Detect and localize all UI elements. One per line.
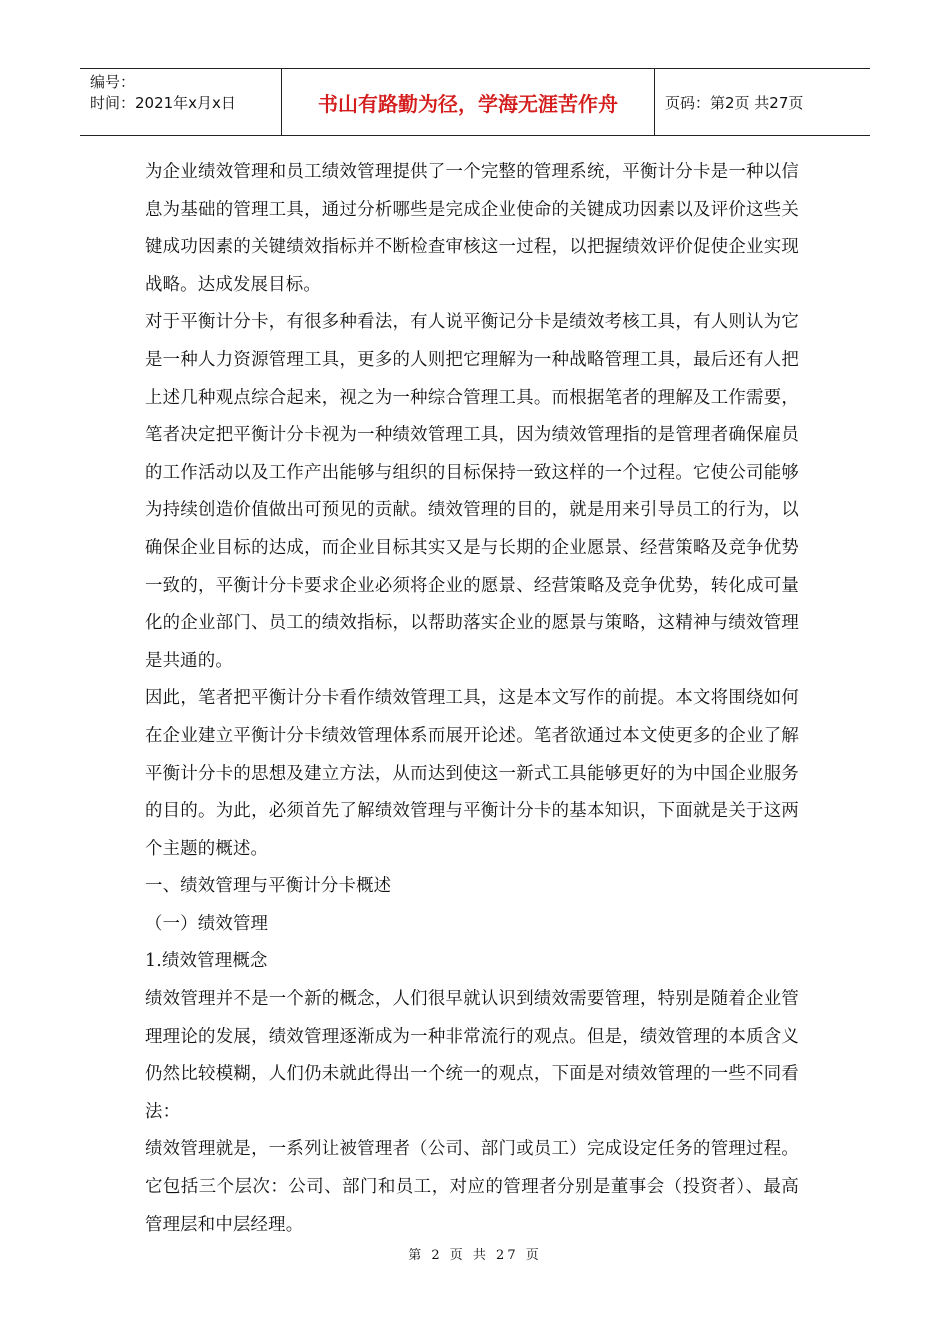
page-header [80, 68, 870, 136]
header-motto: 书山有路勤为径，学海无涯苦作舟 [282, 69, 655, 135]
paragraph-concept: 绩效管理并不是一个新的概念，人们很早就认识到绩效需要管理，特别是随着企业管理理论的发展，绩效管理逐渐成为一种非常流行的观点。但是，绩效管理的本质含义仍然比较模糊，人们仍未就此得出一个统一的观点，下面是对绩效管理的一些不同看法： [145, 989, 799, 1122]
document-date-label: 时间：2021年x月x日 [90, 94, 236, 112]
page-footer: 第 2 页 共 27 页 [408, 1248, 542, 1263]
document-number-label: 编号： [90, 73, 136, 91]
paragraph-premise: 因此，笔者把平衡计分卡看作绩效管理工具，这是本文写作的前提。本文将围绕如何在企业建立平衡计分卡绩效管理体系而展开论述。笔者欲通过本文使更多的企业了解平衡计分卡的思想及建立方法，从而达到使这一新式工具能够更好的为中国企业服务的目的。为此，必须首先了解绩效管理与平衡计分卡的基本知识，下面就是关于这两个主题的概述。 [145, 688, 799, 859]
paragraph-views-on-bsc: 对于平衡计分卡，有很多种看法，有人说平衡记分卡是绩效考核工具，有人则认为它是一种人力资源管理工具，更多的人则把它理解为一种战略管理工具，最后还有人把上述几种观点综合起来，视之为一种综合管理工具。而根据笔者的理解及工作需要，笔者决定把平衡计分卡视为一种绩效管理工具，因为绩效管理指的是管理者确保雇员的工作活动以及工作产出能够与组织的目标保持一致这样的一个过程。它使公司能够为持续创造价值做出可预见的贡献。绩效管理的目的，就是用来引导员工的行为，以确保企业目标的达成，而企业目标其实又是与长期的企业愿景、经营策略及竞争优势一致的，平衡计分卡要求企业必须将企业的愿景、经营策略及竞争优势，转化成可量化的企业部门、员工的绩效指标，以帮助落实企业的愿景与策略，这精神与绩效管理是共通的。 [145, 312, 799, 671]
document-body [145, 154, 799, 1244]
paragraph-definition: 绩效管理就是，一系列让被管理者（公司、部门或员工）完成设定任务的管理过程。它包括三个层次：公司、部门和员工，对应的管理者分别是董事会（投资者）、最高管理层和中层经理。 [145, 1139, 799, 1235]
paragraph-intro-continued: 为企业绩效管理和员工绩效管理提供了一个完整的管理系统，平衡计分卡是一种以信息为基础的管理工具，通过分析哪些是完成企业使命的关键成功因素以及评价这些关键成功因素的关键绩效指标并不断检查审核这一过程，以把握绩效评价促使企业实现战略。达成发展目标。 [145, 162, 799, 295]
header-page-indicator: 页码：第2页 共27页 [665, 93, 804, 112]
header-meta [80, 69, 282, 135]
subsubsection-heading: 1.绩效管理概念 [145, 951, 268, 972]
section-heading: 一、绩效管理与平衡计分卡概述 [145, 876, 392, 897]
subsection-heading: （一）绩效管理 [145, 913, 269, 934]
